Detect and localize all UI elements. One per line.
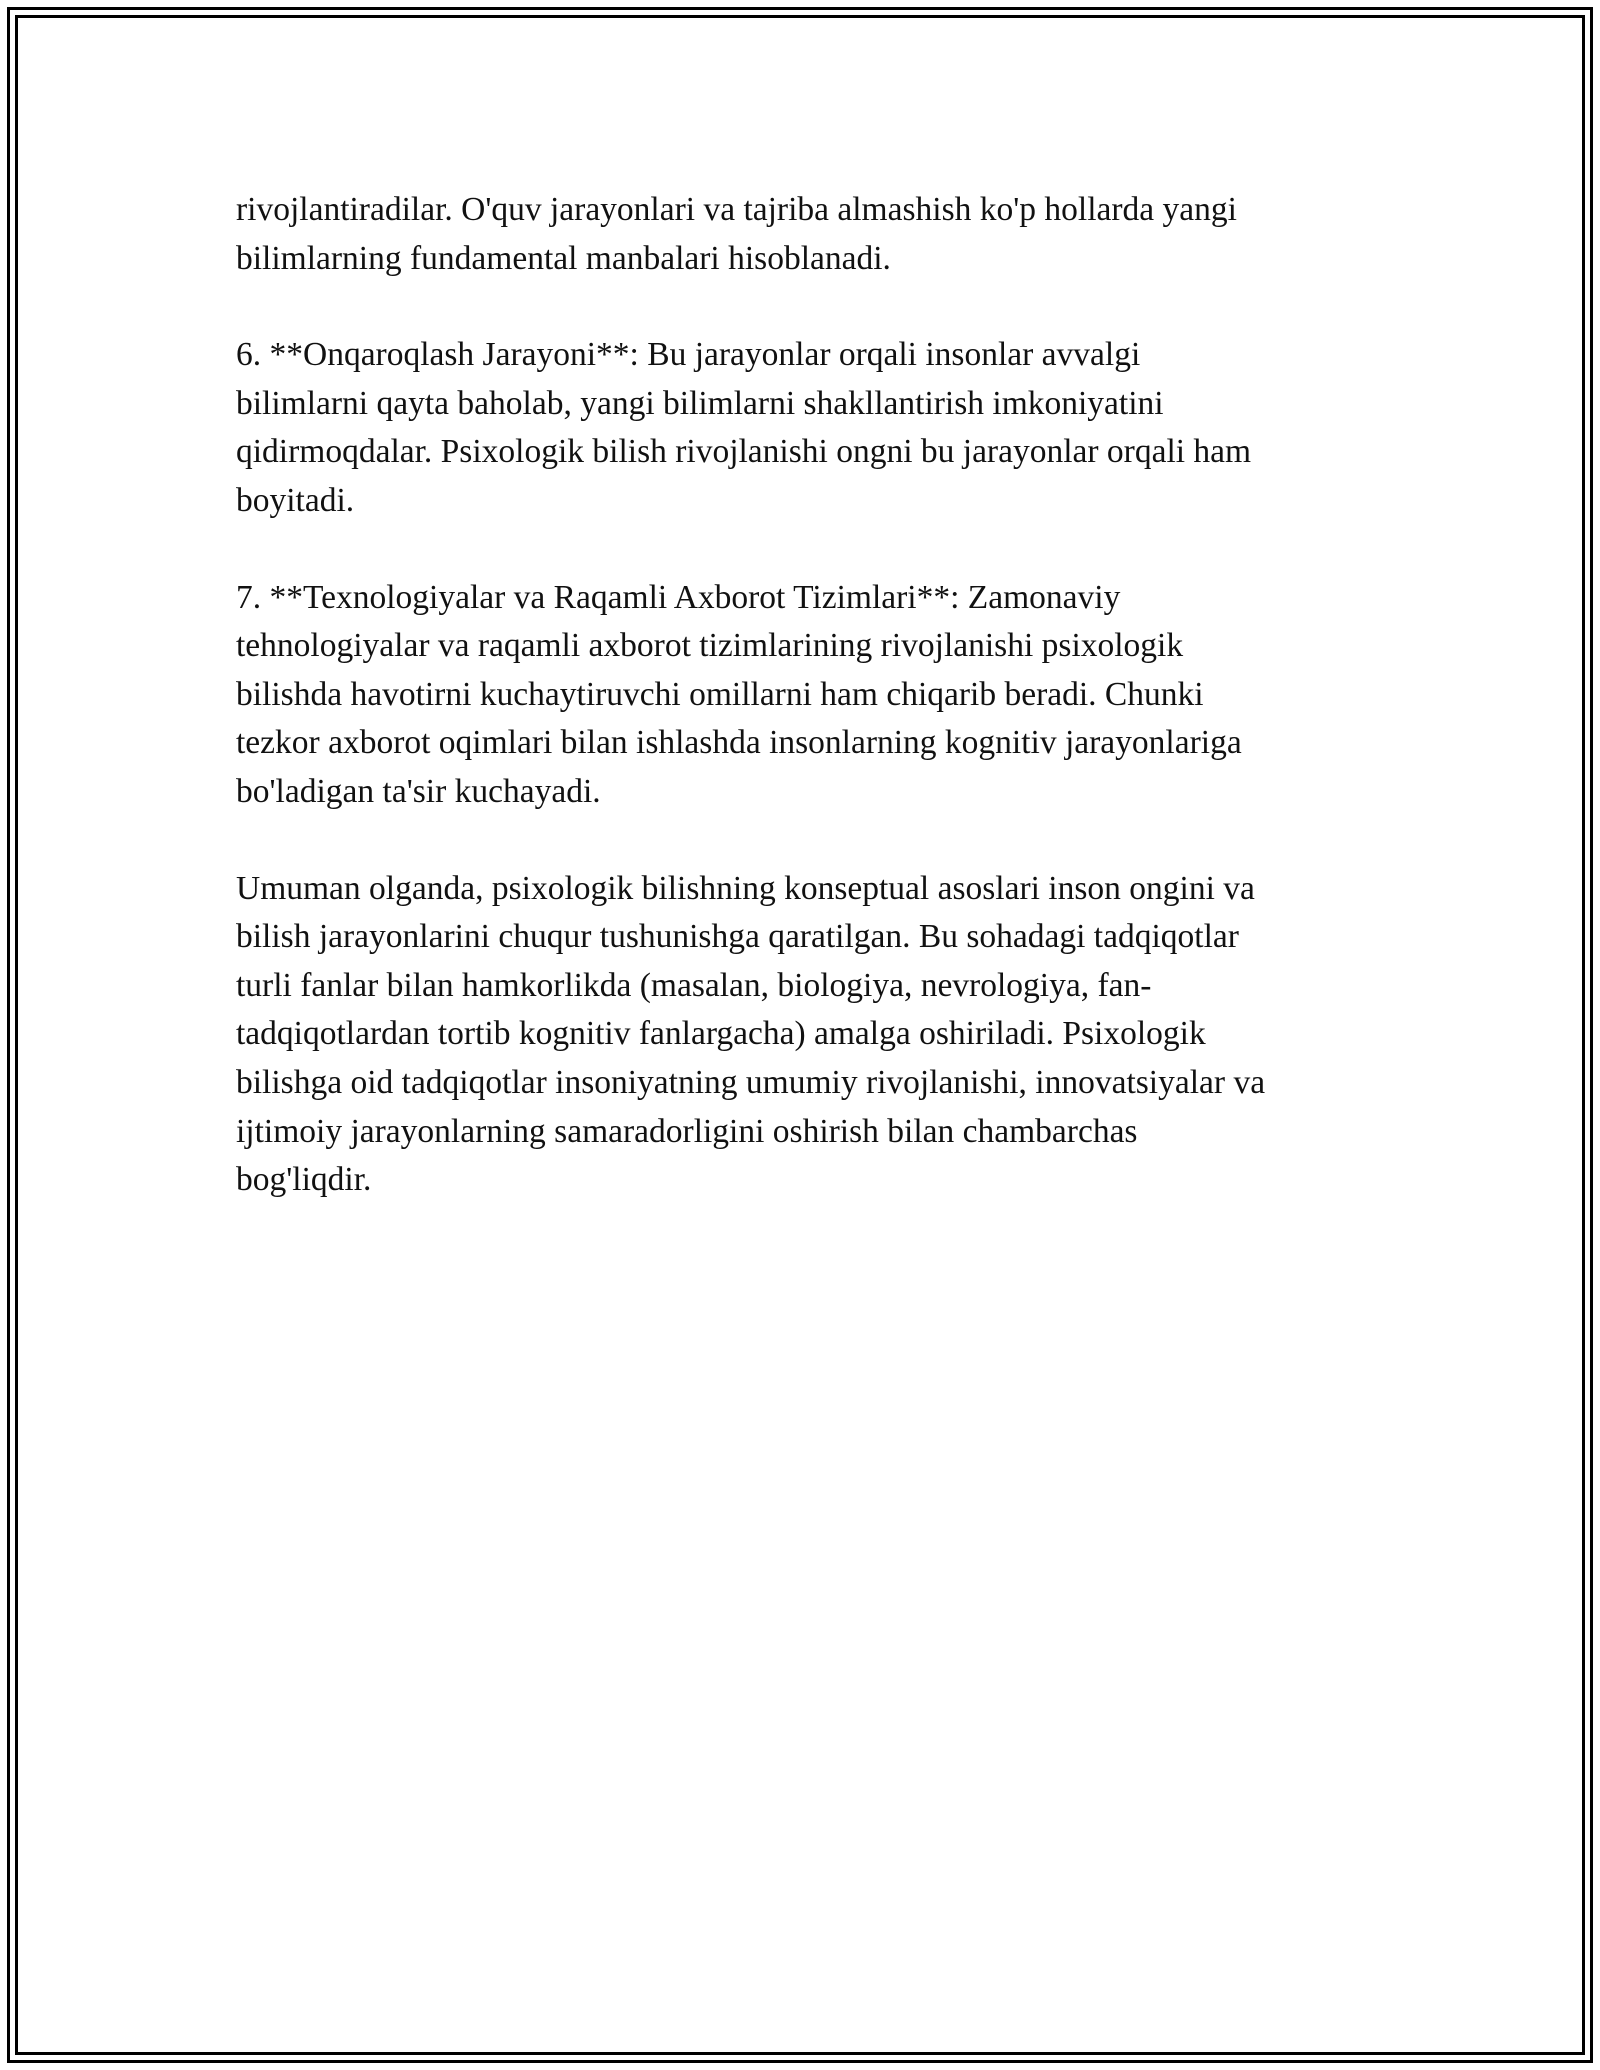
paragraph-item-7: 7. **Texnologiyalar va Raqamli Axborot Tizimlari**: Zamonaviy tehnologiyalar va raqamli axborot tizimlarining rivojlanishi psixologik bilishda havotirni kuchaytiruvchi omillarni ham chiqarib beradi. Chunki tezkor axborot oqimlari bilan ishlashda insonlarning kognitiv jarayonlariga bo'ladigan ta'sir kuchayadi. [236,578,1242,810]
paragraph-continuation: rivojlantiradilar. O'quv jarayonlari va tajriba almashish ko'p hollarda yangi bilimlarning fundamental manbalari hisoblanadi. [236,191,1237,277]
paragraph-item-6: 6. **Onqaroqlash Jarayoni**: Bu jarayonlar orqali insonlar avvalgi bilimlarni qayta baholab, yangi bilimlarni shakllantirish imkoniyatini qidirmoqdalar. Psixologik bilish rivojlanishi ongni bu jarayonlar orqali ham boyitadi. [236,336,1252,519]
document-body [236,186,1386,1253]
paragraph-conclusion: Umuman olganda, psixologik bilishning konseptual asoslari inson ongini va bilish jarayonlarini chuqur tushunishga qaratilgan. Bu sohadagi tadqiqotlar turli fanlar bilan hamkorlikda (masalan, biologiya, nevrologiya, fan- tadqiqotlardan tortib kognitiv fanlargacha) amalga oshiriladi. Psixologik bilishga oid tadqiqotlar insoniyatning umumiy rivojlanishi, innovatsiyalar va ijtimoiy jarayonlarning samaradorligini oshirish bilan chambarchas bog'liqdir. [236,869,1266,1199]
